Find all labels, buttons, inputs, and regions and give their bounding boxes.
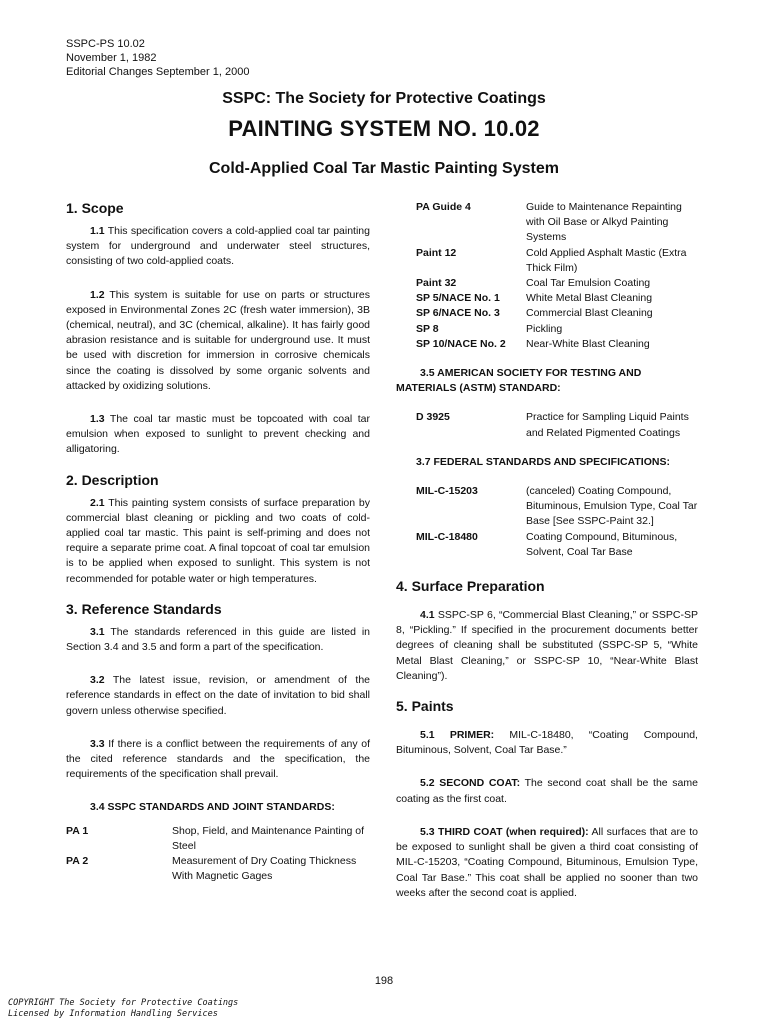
- section-heading-scope: 1. Scope: [66, 200, 124, 216]
- doc-date: November 1, 1982: [66, 52, 157, 64]
- subheading-3-5: 3.5 AMERICAN SOCIETY FOR TESTING AND MATERIALS (ASTM) STANDARD:: [396, 367, 642, 395]
- standard-code: SP 6/NACE No. 3: [416, 307, 500, 320]
- table-row: [396, 200, 698, 246]
- paragraph-1-2: 1.2 This system is suitable for use on parts or structures exposed in Environmental Zones 2C (fresh water immersion), 3B (chemical, neutral), and 3C (chemical, alkaline). It has fairly good abrasion resistance and is suitable for underground use. It must be used with discretion for immersion in corrosive chemicals since the coating is dissolved by some organic solvents and attacked by oxidizing solutions.: [66, 288, 370, 392]
- section-heading-surface-preparation: 4. Surface Preparation: [396, 578, 545, 595]
- page-title: PAINTING SYSTEM NO. 10.02: [228, 116, 540, 141]
- standard-code: SP 10/NACE No. 2: [416, 337, 506, 350]
- table-row: [396, 246, 698, 276]
- page-number: 198: [374, 975, 394, 987]
- table-row: [396, 276, 698, 291]
- table-row: [66, 824, 370, 854]
- sspc-standards-table-right: [396, 200, 698, 352]
- copyright-line: COPYRIGHT The Society for Protective Coatings: [8, 998, 239, 1008]
- table-row: [396, 291, 698, 306]
- paragraph-3-3: 3.3 If there is a conflict between the requirements of any of the cited reference standards and the specification, the requirements of the specification shall prevail.: [66, 737, 370, 781]
- table-row: [396, 322, 698, 337]
- paragraph-5-3: 5.3 THIRD COAT (when required): All surfaces that are to be exposed to sunlight shall be given a third coat consisting of MIL-C-15203, “Coating Compound, Bituminous, Emulsion Type, Coal Tar Base.” This coat shall be applied no sooner than two weeks after the second coat is applied.: [396, 825, 698, 899]
- federal-standards-table: [396, 484, 698, 560]
- paragraph-1-3: 1.3 The coal tar mastic must be topcoated with coal tar emulsion when exposed to sunlight to prevent checking and alligatoring.: [66, 413, 370, 456]
- table-row: [396, 410, 698, 440]
- copyright-notice: [8, 998, 238, 1020]
- paragraph-3-1: 3.1 The standards referenced in this guide are listed in Section 3.4 and 3.5 and form a part of the specification.: [66, 625, 370, 654]
- subheading-3-4: 3.4 SSPC STANDARDS AND JOINT STANDARDS:: [90, 801, 335, 814]
- standard-description: Cold Applied Asphalt Mastic (Extra Thick Film): [526, 246, 687, 274]
- doc-id: SSPC-PS 10.02: [66, 38, 145, 50]
- document-header-meta: [66, 37, 249, 79]
- section-heading-reference-standards: 3. Reference Standards: [66, 600, 222, 617]
- editorial-date: Editorial Changes September 1, 2000: [66, 66, 250, 78]
- right-column: [396, 200, 698, 901]
- standard-description: Shop, Field, and Maintenance Painting of Steel: [172, 824, 365, 852]
- standard-code: PA 1: [66, 824, 89, 837]
- standard-description: (canceled) Coating Compound, Bituminous, Emulsion Type, Coal Tar Base [See SSPC-Paint 32.]: [526, 485, 698, 528]
- sspc-standards-table-left: [66, 824, 370, 885]
- astm-standards-table: [396, 410, 698, 440]
- standard-code: Paint 12: [416, 246, 457, 259]
- paragraph-5-2: 5.2 SECOND COAT: The second coat shall be the same coating as the first coat.: [396, 777, 698, 805]
- standard-description: Coal Tar Emulsion Coating: [526, 277, 651, 290]
- standard-code: Paint 32: [416, 277, 457, 290]
- table-row: [396, 484, 698, 530]
- paragraph-5-1: 5.1 PRIMER: MIL-C-18480, “Coating Compound, Bituminous, Solvent, Coal Tar Base.”: [396, 729, 698, 757]
- paragraph-2-1: 2.1 This painting system consists of surface preparation by commercial blast cleaning or pickling and two coats of cold-applied coal tar mastic. This paint is self-priming and does not require a separate prime coat. A final topcoat of coal tar emulsion is to be applied when exposed to sunlight. This system is not recommended for potable water or high temperatures.: [66, 496, 370, 585]
- paragraph-3-2: 3.2 The latest issue, revision, or amendment of the reference standards in effect on the date of invitation to bid shall govern unless otherwise specified.: [66, 674, 370, 717]
- standard-description: Coating Compound, Bituminous, Solvent, Coal Tar Base: [526, 530, 678, 558]
- license-line: Licensed by Information Handling Services: [8, 1009, 218, 1019]
- table-row: [396, 306, 698, 321]
- standard-description: Pickling: [526, 322, 563, 335]
- standard-code: PA Guide 4: [416, 201, 471, 213]
- standard-code: MIL-C-18480: [416, 530, 478, 543]
- section-heading-description: 2. Description: [66, 471, 159, 488]
- standard-code: MIL-C-15203: [416, 485, 478, 498]
- page-subtitle: Cold-Applied Coal Tar Mastic Painting System: [209, 160, 559, 177]
- standard-description: Measurement of Dry Coating Thickness With Magnetic Gages: [172, 855, 357, 883]
- paragraph-1-1: 1.1 This specification covers a cold-applied coal tar painting system for underground and underwater steel structures, consisting of two cold-applied coats.: [66, 225, 370, 268]
- table-row: [396, 337, 698, 352]
- standard-code: SP 8: [416, 322, 439, 335]
- standard-description: Near-White Blast Cleaning: [526, 337, 650, 350]
- standard-code: SP 5/NACE No. 1: [416, 292, 500, 305]
- table-row: [396, 530, 698, 560]
- left-column: [66, 200, 370, 885]
- paragraph-4-1: 4.1 SSPC-SP 6, “Commercial Blast Cleaning,” or SSPC-SP 8, “Pickling.” If specified in the procurement documents better degrees of cleaning shall be substituted (SSPC-SP 5, “White Metal Blast Cleaning,” or SSPC-SP 10, “Near-White Blast Cleaning”).: [396, 609, 698, 682]
- standard-description: Practice for Sampling Liquid Paints and Related Pigmented Coatings: [526, 411, 689, 439]
- standard-code: PA 2: [66, 855, 89, 868]
- standard-description: Guide to Maintenance Repainting with Oil Base or Alkyd Painting Systems: [526, 201, 682, 244]
- standard-description: White Metal Blast Cleaning: [526, 292, 653, 305]
- organization-name: SSPC: The Society for Protective Coatings: [222, 90, 546, 107]
- subheading-3-7: 3.7 FEDERAL STANDARDS AND SPECIFICATIONS:: [416, 455, 670, 468]
- standard-code: D 3925: [416, 411, 450, 424]
- table-row: [66, 854, 370, 884]
- section-heading-paints: 5. Paints: [396, 698, 454, 715]
- standard-description: Commercial Blast Cleaning: [526, 307, 653, 320]
